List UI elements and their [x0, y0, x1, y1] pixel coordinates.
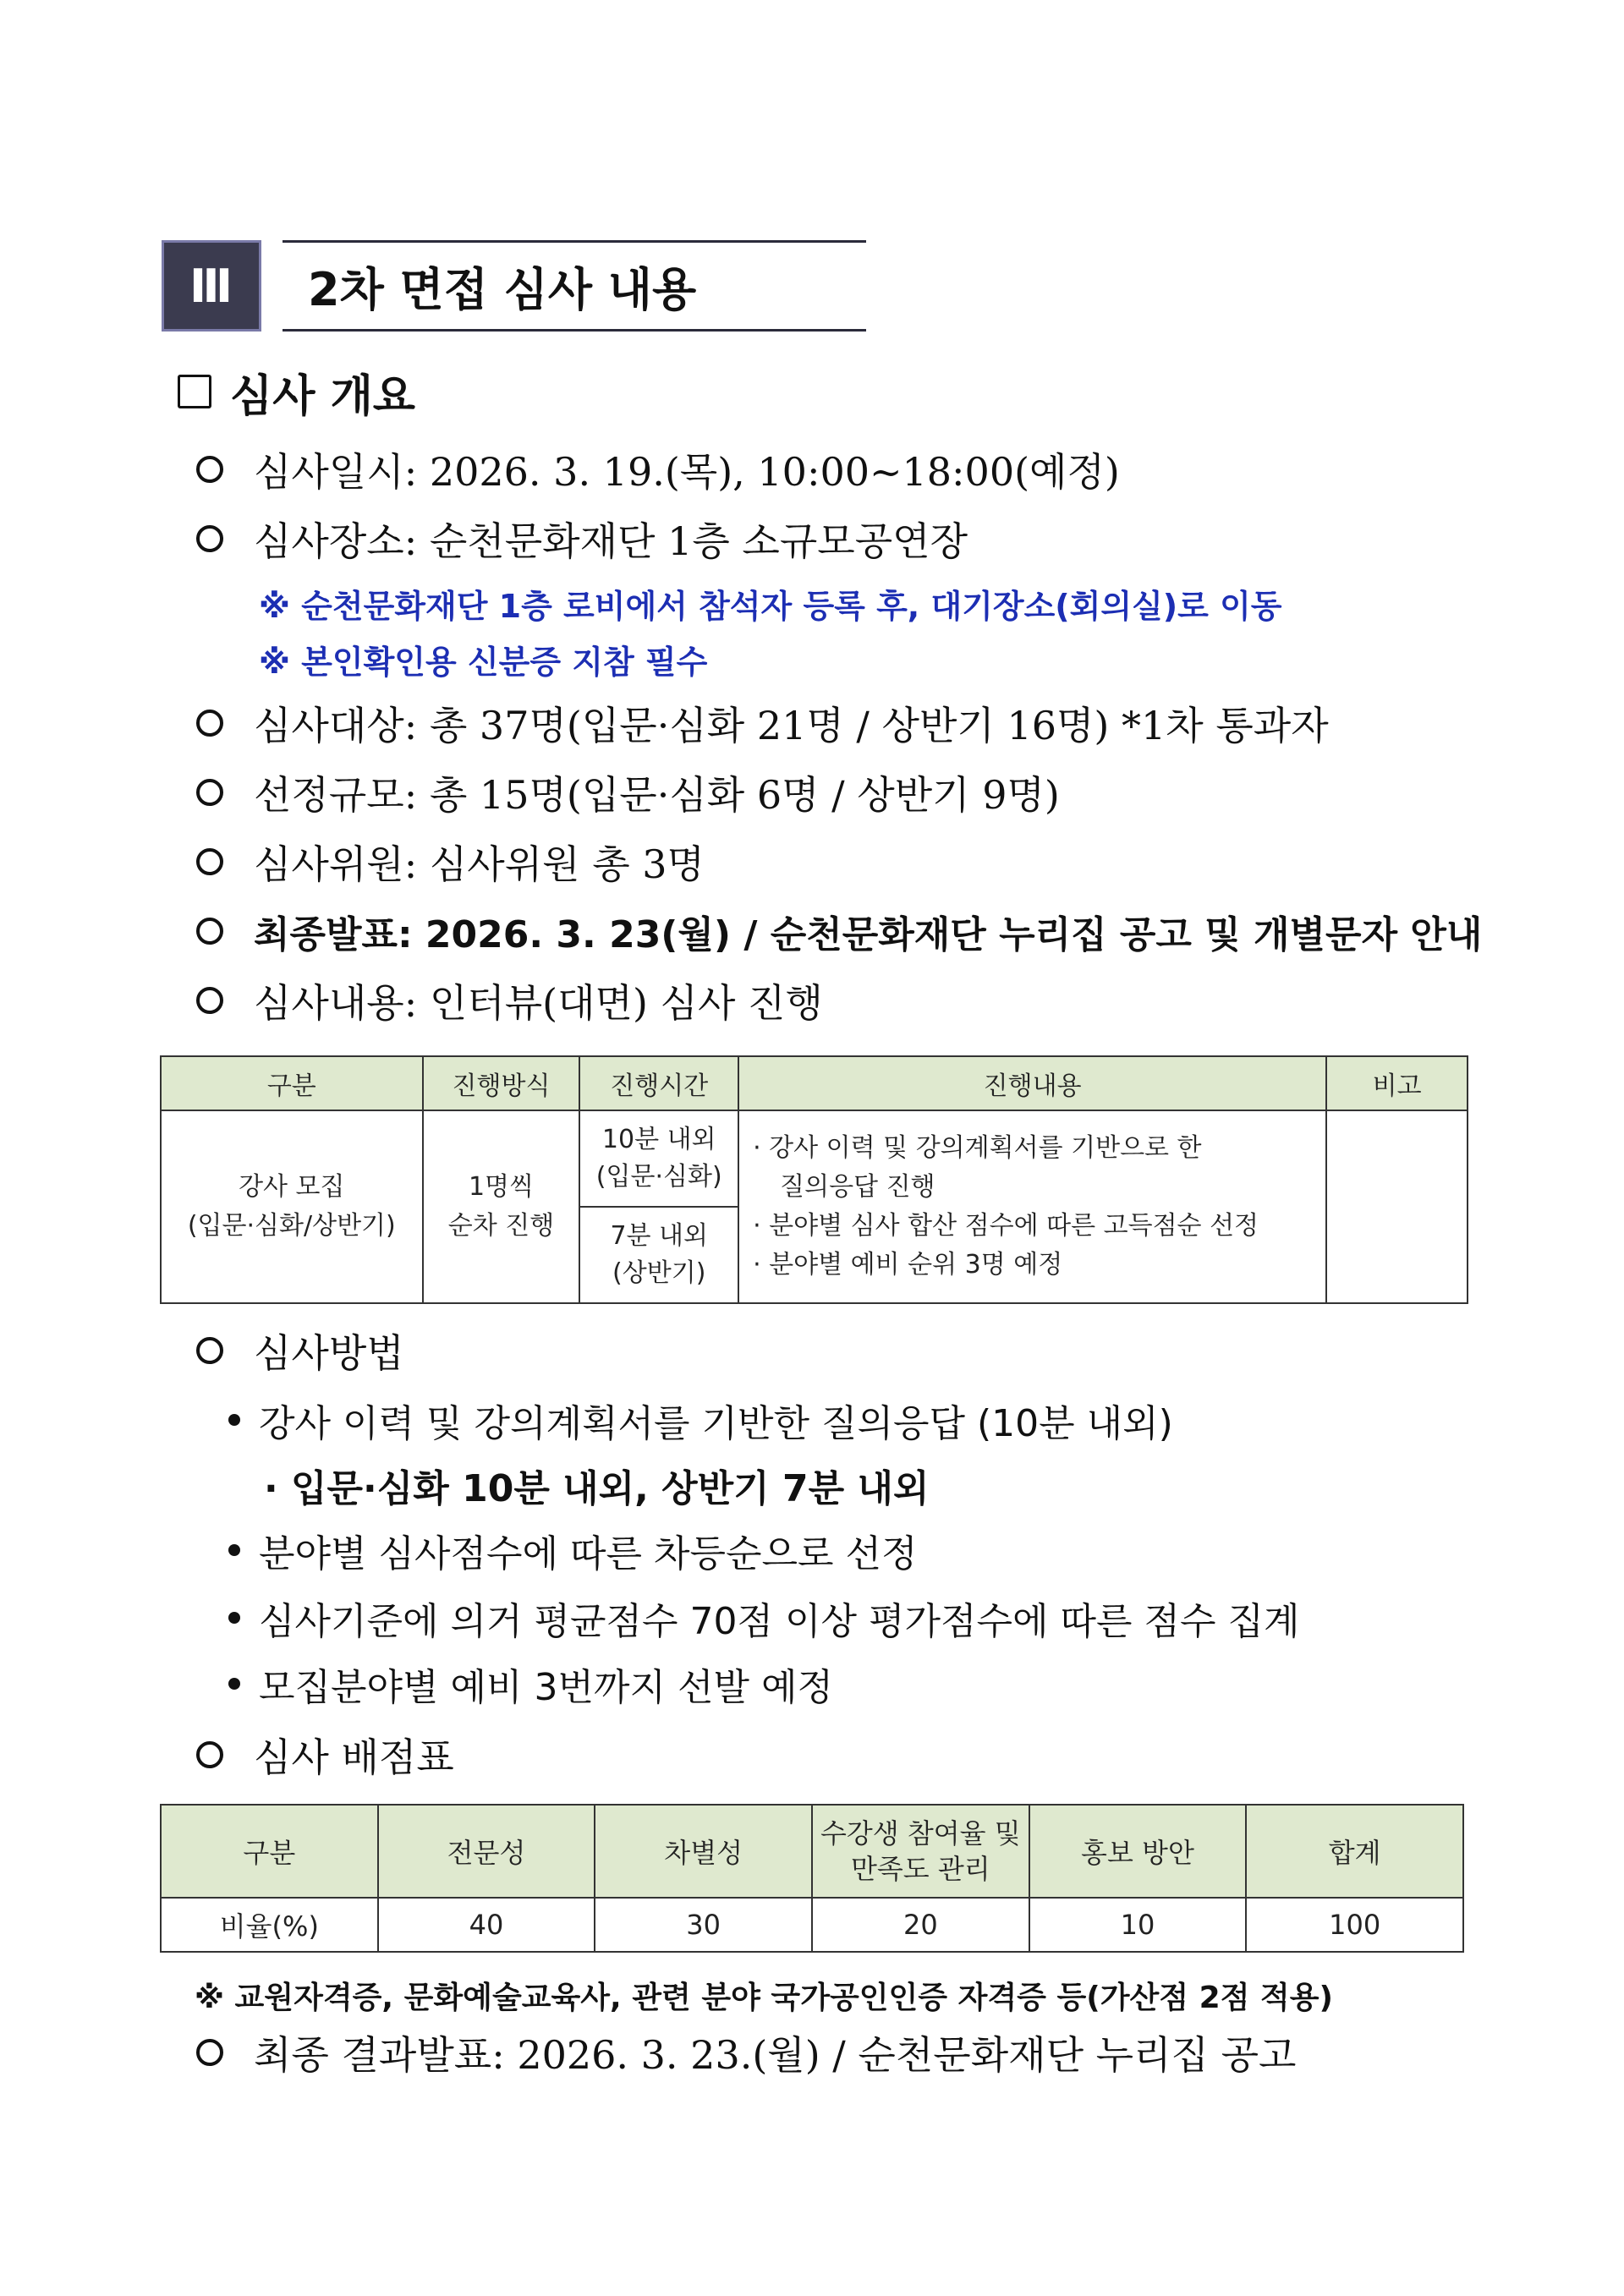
note-id-card: ※ 본인확인용 신분증 지참 필수	[259, 644, 708, 681]
checkbox-square-icon	[178, 375, 211, 408]
item-date	[196, 440, 1120, 499]
item-content-text: 심사내용: 인터뷰(대면) 심사 진행	[254, 980, 823, 1026]
dot-bullet-icon	[228, 1414, 240, 1426]
item-judges-text: 심사위원: 심사위원 총 3명	[254, 841, 705, 887]
header-remark: 비고	[1326, 1056, 1468, 1110]
score-table	[160, 1804, 1464, 1953]
dot-bullet-icon	[228, 1678, 240, 1690]
value-total: 100	[1246, 1898, 1463, 1952]
circle-bullet-icon	[196, 779, 223, 806]
circle-bullet-icon	[196, 848, 223, 875]
overview-heading	[178, 362, 415, 421]
cell-time-b: 7분 내외 (상반기)	[579, 1207, 738, 1303]
header-expertise: 전문성	[378, 1805, 595, 1898]
value-expertise: 40	[378, 1898, 595, 1952]
value-participation: 20	[812, 1898, 1029, 1952]
table-row	[161, 1110, 1468, 1207]
item-date-text: 심사일시: 2026. 3. 19.(목), 10:00~18:00(예정)	[254, 449, 1120, 495]
cell-method: 1명씩 순차 진행	[423, 1110, 580, 1303]
circle-bullet-icon	[196, 1337, 223, 1364]
row-label: 비율(%)	[161, 1898, 378, 1952]
header-category: 구분	[161, 1805, 378, 1898]
table-row	[161, 1898, 1463, 1952]
score-heading-text: 심사 배점표	[254, 1734, 454, 1780]
cell-category: 강사 모집 (입문·심화/상반기)	[161, 1110, 423, 1303]
header-differentiation: 차별성	[595, 1805, 812, 1898]
item-judges	[196, 832, 705, 891]
dot-bullet-icon	[228, 1544, 240, 1556]
header-content: 진행내용	[738, 1056, 1326, 1110]
bonus-note: ※ 교원자격증, 문화예술교육사, 관련 분야 국가공인인증 자격증 등(가산점 2점 적용)	[195, 1981, 1333, 2015]
header-total: 합계	[1246, 1805, 1463, 1898]
circle-bullet-icon	[196, 1741, 223, 1768]
circle-bullet-icon	[196, 456, 223, 483]
item-content	[196, 971, 823, 1030]
score-table-header	[161, 1805, 1463, 1898]
method-bullet-3: 심사기준에 의거 평균점수 70점 이상 평가점수에 따른 점수 집계	[228, 1590, 1299, 1646]
item-target	[196, 693, 1329, 753]
overview-heading-text: 심사 개요	[230, 370, 416, 422]
item-target-text: 심사대상: 총 37명(입문·심화 21명 / 상반기 16명) *1차 통과자	[254, 703, 1329, 748]
circle-bullet-icon	[196, 987, 223, 1014]
section-number: Ⅲ	[162, 240, 261, 332]
header-category: 구분	[161, 1056, 423, 1110]
method-bullet-4: 모집분야별 예비 3번까지 선발 예정	[228, 1656, 833, 1712]
cell-content: · 강사 이력 및 강의계획서를 기반으로 한 질의응답 진행 · 분야별 심사 합산 점수에 따른 고득점순 선정 · 분야별 예비 순위 3명 예정	[738, 1110, 1326, 1303]
item-scale-text: 선정규모: 총 15명(입문·심화 6명 / 상반기 9명)	[254, 772, 1060, 818]
score-heading	[196, 1725, 454, 1784]
circle-bullet-icon	[196, 710, 223, 737]
result-announcement-text: 최종 결과발표: 2026. 3. 23.(월) / 순천문화재단 누리집 공고	[254, 2032, 1297, 2078]
section-title	[283, 240, 866, 332]
dot-bullet-icon	[228, 1612, 240, 1624]
circle-bullet-icon	[196, 2039, 223, 2066]
header-promotion: 홍보 방안	[1029, 1805, 1247, 1898]
result-announcement	[196, 2023, 1296, 2082]
process-table	[160, 1055, 1468, 1304]
process-table-header	[161, 1056, 1468, 1110]
item-final-text: 최종발표: 2026. 3. 23(월) / 순천문화재단 누리집 공고 및 개별문자 안내	[254, 913, 1483, 956]
value-differentiation: 30	[595, 1898, 812, 1952]
value-promotion: 10	[1029, 1898, 1247, 1952]
header-method: 진행방식	[423, 1056, 580, 1110]
note-registration: ※ 순천문화재단 1층 로비에서 참석자 등록 후, 대기장소(회의실)로 이동	[259, 588, 1282, 625]
header-participation: 수강생 참여율 및 만족도 관리	[812, 1805, 1029, 1898]
item-final	[196, 901, 1482, 961]
cell-remark	[1326, 1110, 1468, 1303]
method-bullet-1: 강사 이력 및 강의계획서를 기반한 질의응답 (10분 내외)	[228, 1392, 1173, 1448]
circle-bullet-icon	[196, 525, 223, 552]
method-bullet-2: 분야별 심사점수에 따른 차등순으로 선정	[228, 1522, 918, 1578]
method-heading	[196, 1321, 404, 1380]
item-place-text: 심사장소: 순천문화재단 1층 소규모공연장	[254, 518, 968, 564]
cell-time-a: 10분 내외 (입문·심화)	[579, 1110, 738, 1207]
circle-bullet-icon	[196, 918, 223, 945]
method-heading-text: 심사방법	[254, 1330, 404, 1376]
item-place	[196, 509, 968, 568]
header-time: 진행시간	[579, 1056, 738, 1110]
method-sub-1: · 입문·심화 10분 내외, 상반기 7분 내외	[264, 1467, 930, 1510]
section-title-text: 2차 면접 심사 내용	[308, 262, 697, 316]
item-scale	[196, 763, 1060, 822]
